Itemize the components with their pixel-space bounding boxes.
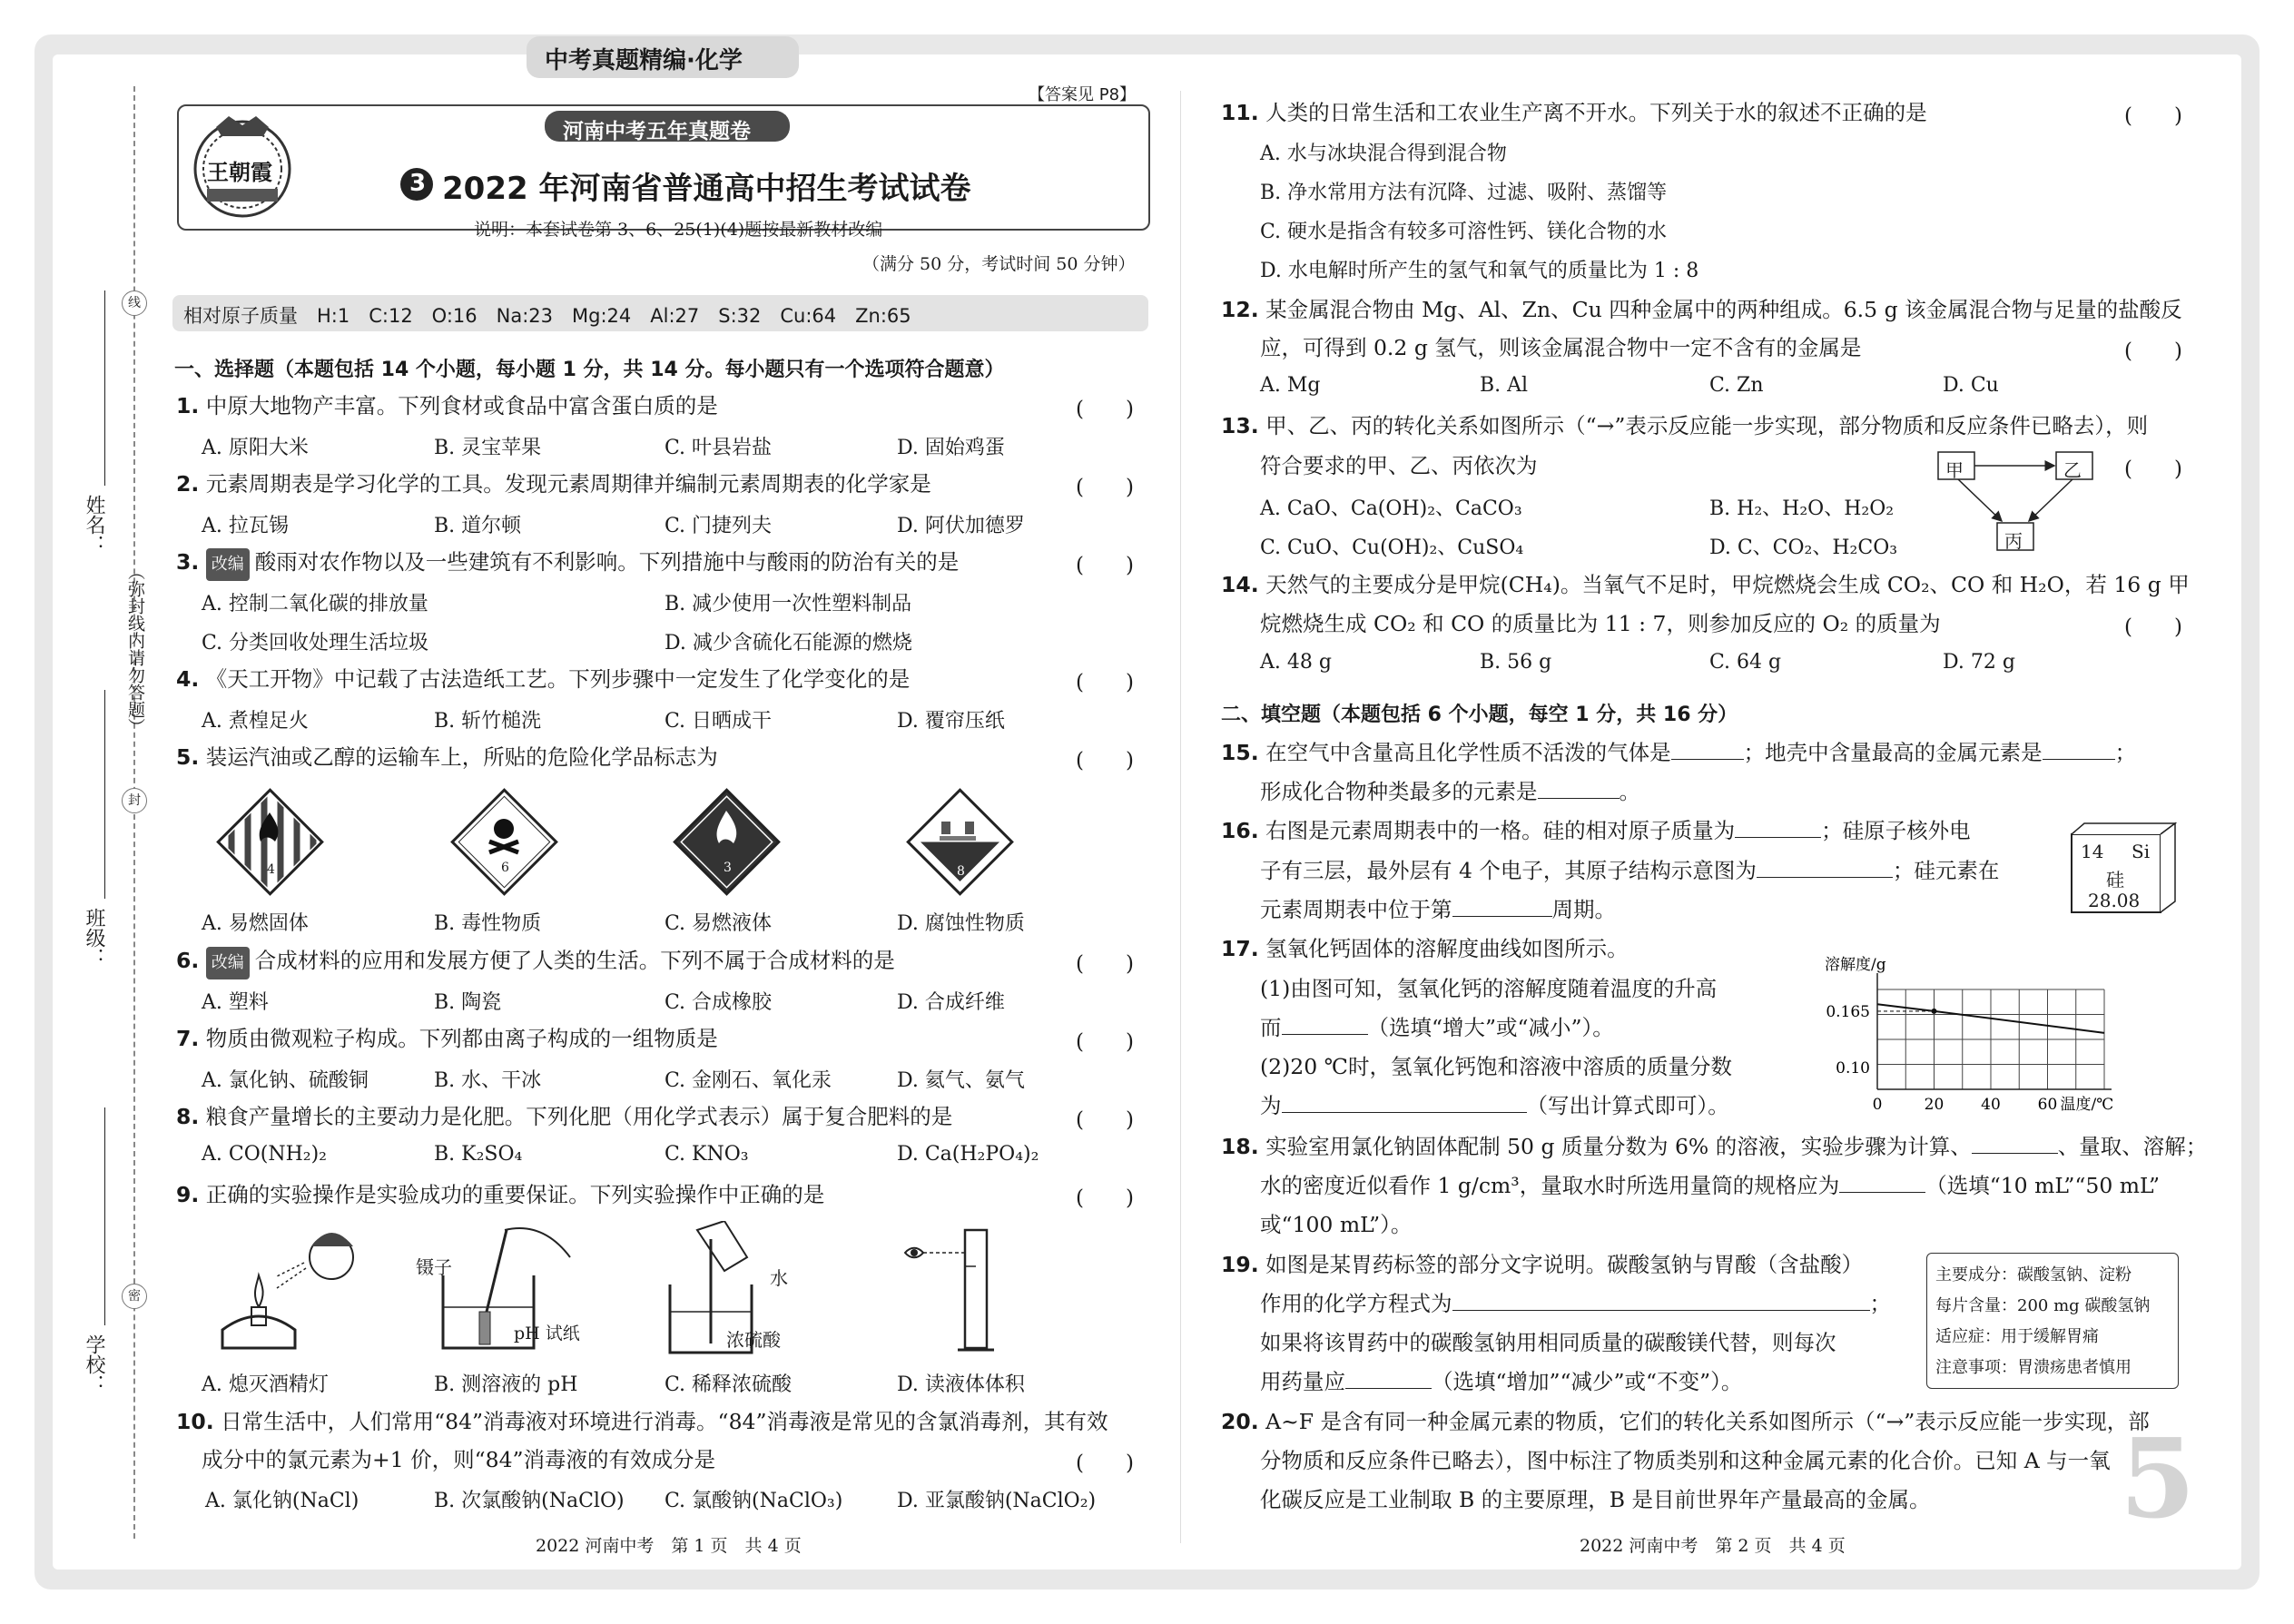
paper-title: 2022 年河南省普通高中招生考试试卷 <box>442 171 971 207</box>
q15-line1: 15. 在空气中含量高且化学性质不活泼的气体是 ；地壳中含量最高的金属元素是 ； <box>1221 740 2137 765</box>
binding-mark-xian: 线 <box>122 290 147 316</box>
label-water: 水 <box>770 1267 788 1289</box>
q16-text-1b: ；硅原子核外电 <box>1821 818 1971 843</box>
q10-stem-line1 <box>176 1406 1108 1437</box>
q11-number: 11. <box>1221 100 1259 125</box>
q14-stem-line1 <box>1221 569 2190 600</box>
q11-stem <box>1221 97 1927 128</box>
q8-number: 8. <box>176 1104 200 1129</box>
q17-part2-line2 <box>1260 1090 1729 1121</box>
q6-option-d[interactable]: D. 合成纤维 <box>897 991 1005 1014</box>
q16-text-2b: ；硅元素在 <box>1892 858 2000 883</box>
cell-atomic-number: 14 <box>2081 841 2104 862</box>
y-tick-label: 0.10 <box>1836 1059 1870 1078</box>
q9-option-a[interactable]: A. 熄灭酒精灯 <box>202 1373 329 1396</box>
q3-option-b[interactable]: B. 减少使用一次性塑料制品 <box>665 593 912 615</box>
data-point-20c <box>1932 1009 1937 1014</box>
q18-text-1b: 、量取、溶解； <box>2057 1134 2208 1159</box>
q12-number: 12. <box>1221 297 1259 322</box>
q3-option-d[interactable]: D. 减少含硫化石能源的燃烧 <box>665 632 912 655</box>
q12-text-1: 某金属混合物由 Mg、Al、Zn、Cu 四种金属中的两种组成。6.5 g 该金属混合物与足量的盐酸反 <box>1265 297 2182 322</box>
q17-part1-line2 <box>1260 1012 1614 1043</box>
q16-text-2a: 子有三层，最外层有 4 个电子，其原子结构示意图为 <box>1260 858 1757 883</box>
q5-number: 5. <box>176 744 200 770</box>
q9-option-d[interactable]: D. 读液体体积 <box>897 1373 1025 1396</box>
q6-text: 合成材料的应用和发展方便了人类的生活。下列不属于合成材料的是 <box>254 948 895 973</box>
q18-text-2a: 水的密度近似看作 1 g/cm³，量取水时所选用量筒的规格应为 <box>1260 1173 1840 1198</box>
q13-option-a[interactable]: A. CaO、Ca(OH)₂、CaCO₃ <box>1260 497 1522 520</box>
q8-option-c[interactable]: C. KNO₃ <box>665 1143 749 1166</box>
x-tick-label: 20 <box>1924 1096 1944 1114</box>
q13-option-b[interactable]: B. H₂、H₂O、H₂O₂ <box>1709 497 1895 520</box>
q2-option-d[interactable]: D. 阿伏加德罗 <box>897 515 1025 537</box>
binding-mark-feng: 封 <box>122 788 147 813</box>
q7-option-c[interactable]: C. 金刚石、氧化汞 <box>665 1069 832 1092</box>
q18-line2 <box>1260 1170 2160 1201</box>
hazard-sign-number-a: 4 <box>267 862 275 877</box>
q20-number: 20. <box>1221 1409 1259 1434</box>
q2-number: 2. <box>176 471 200 497</box>
y-tick-label: 0.165 <box>1826 1002 1870 1021</box>
q9-stem <box>176 1179 824 1210</box>
q19-line2 <box>1260 1288 1891 1319</box>
hazard-sign-number-c: 3 <box>724 861 732 875</box>
q9-text: 正确的实验操作是实验成功的重要保证。下列实验操作中正确的是 <box>205 1182 825 1207</box>
page-badge: 5 <box>2120 1415 2196 1543</box>
q18-number: 18. <box>1221 1134 1259 1159</box>
q4-stem <box>176 664 910 694</box>
q17-blank-2[interactable] <box>1282 1096 1527 1113</box>
cell-symbol: Si <box>2132 841 2151 862</box>
banner-text: 河南中考五年真题卷 <box>563 120 751 143</box>
q1-option-b[interactable]: B. 灵宝苹果 <box>434 437 542 459</box>
cell-mass: 28.08 <box>2088 890 2141 911</box>
q13-node-jia: 甲 <box>1945 459 1964 481</box>
q16-text-3b: 周期。 <box>1551 897 1616 922</box>
hazard-sign-corrosive <box>903 785 1017 899</box>
medicine-label-line-1: 主要成分：碳酸氢钠、淀粉 <box>1935 1265 2132 1284</box>
q10-text-1: 日常生活中，人们常用“84”消毒液对环境进行消毒。“84”消毒液是常见的含氯消毒剂，其有效 <box>221 1409 1108 1434</box>
q4-option-a[interactable]: A. 煮楻足火 <box>202 710 309 733</box>
q6-answer-paren[interactable]: ( ) <box>1076 952 1134 976</box>
q18-blank-1[interactable] <box>1972 1137 2058 1154</box>
q15-number: 15. <box>1221 740 1259 765</box>
q17-text: 氢氧化钙固体的溶解度曲线如图所示。 <box>1265 936 1629 961</box>
q17-text-1c: （选填“增大”或“减小”）。 <box>1367 1015 1614 1040</box>
q7-answer-paren[interactable]: ( ) <box>1076 1030 1134 1054</box>
q16-text-3a: 元素周期表中位于第 <box>1260 897 1452 922</box>
school-blank[interactable] <box>104 1107 105 1325</box>
q19-number: 19. <box>1221 1252 1259 1277</box>
page-2-footer: 2022 河南中考 第 2 页 共 4 页 <box>1580 1536 1846 1556</box>
q17-part1-line1: (1)由图可知，氢氧化钙的溶解度随着温度的升高 <box>1260 976 1718 1001</box>
q6-option-b[interactable]: B. 陶瓷 <box>434 991 502 1014</box>
q19-line4 <box>1260 1366 1742 1397</box>
q13-answer-paren[interactable]: ( ) <box>2124 458 2182 481</box>
q14-option-a[interactable]: A. 48 g <box>1260 651 1332 674</box>
q3-option-c[interactable]: C. 分类回收处理生活垃圾 <box>202 632 429 655</box>
logo-text: 王朝霞 <box>207 159 272 185</box>
q1-option-d[interactable]: D. 固始鸡蛋 <box>897 437 1005 459</box>
q12-option-a[interactable]: A. Mg <box>1260 374 1321 397</box>
q14-number: 14. <box>1221 572 1259 597</box>
q11-option-d[interactable]: D. 水电解时所产生的氢气和氧气的质量比为 1 : 8 <box>1260 260 1699 282</box>
q19-blank-2[interactable] <box>1345 1372 1432 1389</box>
q20-line3: 化碳反应是工业制取 B 的主要原理，B 是目前世界年产量最高的金属。 <box>1260 1487 1931 1512</box>
class-label: 班级： <box>83 908 105 968</box>
q16-line3 <box>1260 894 1616 925</box>
q5-option-d[interactable]: D. 腐蚀性物质 <box>897 912 1025 935</box>
q17-text-2c: （写出计算式即可）。 <box>1526 1093 1729 1118</box>
q8-option-b[interactable]: B. K₂SO₄ <box>434 1143 523 1166</box>
label-tweezers: 镊子 <box>416 1256 452 1278</box>
q11-answer-paren[interactable]: ( ) <box>2124 104 2182 128</box>
q11-option-b[interactable]: B. 净水常用方法有沉降、过滤、吸附、蒸馏等 <box>1260 182 1668 204</box>
binding-mark-mi: 密 <box>122 1284 147 1309</box>
q19-blank-1[interactable] <box>1452 1294 1870 1311</box>
x-axis-label: 温度/℃ <box>2060 1096 2114 1114</box>
x-tick-label: 60 <box>2037 1096 2058 1114</box>
q19-line3: 如果将该胃药中的碳酸氢钠用相同质量的碳酸镁代替，则每次 <box>1260 1330 1836 1355</box>
cell-name: 硅 <box>2106 869 2124 891</box>
q4-option-b[interactable]: B. 斩竹槌洗 <box>434 710 542 733</box>
q1-text: 中原大地物产丰富。下列食材或食品中富含蛋白质的是 <box>205 393 718 418</box>
q8-option-a[interactable]: A. CO(NH₂)₂ <box>202 1143 327 1166</box>
hazard-sign-flammable-solid <box>213 785 327 899</box>
q3-number: 3. <box>176 549 200 575</box>
q5-option-c[interactable]: C. 易燃液体 <box>665 912 773 935</box>
q15-blank-1[interactable] <box>1671 743 1744 760</box>
q9-answer-paren[interactable]: ( ) <box>1076 1186 1134 1210</box>
q3-option-a[interactable]: A. 控制二氧化碳的排放量 <box>202 593 428 615</box>
q12-option-d[interactable]: D. Cu <box>1943 374 1999 397</box>
q2-option-c[interactable]: C. 门捷列夫 <box>665 515 773 537</box>
q2-option-b[interactable]: B. 道尔顿 <box>434 515 522 537</box>
q16-number: 16. <box>1221 818 1259 843</box>
q12-answer-paren[interactable]: ( ) <box>2124 340 2182 363</box>
q2-stem <box>176 468 931 499</box>
q11-option-a[interactable]: A. 水与冰块混合得到混合物 <box>1260 143 1507 165</box>
column-divider <box>1180 91 1181 1543</box>
medicine-label-line-3: 适应症：用于缓解胃痛 <box>1935 1327 2099 1346</box>
hazard-sign-toxic <box>448 785 561 899</box>
q10-stem-line2: 成分中的氯元素为+1 价，则“84”消毒液的有效成分是 <box>202 1447 716 1472</box>
q5-stem <box>176 742 718 773</box>
q18-text-1a: 实验室用氯化钠固体配制 50 g 质量分数为 6% 的溶液，实验步骤为计算、 <box>1265 1134 1972 1159</box>
q7-number: 7. <box>176 1026 200 1051</box>
q6-adapted-tag: 改编 <box>206 947 250 979</box>
class-blank[interactable] <box>104 690 105 899</box>
q16-blank-2[interactable] <box>1757 861 1893 878</box>
q4-answer-paren[interactable]: ( ) <box>1076 671 1134 694</box>
q2-answer-paren[interactable]: ( ) <box>1076 476 1134 499</box>
q14-text-1: 天然气的主要成分是甲烷(CH₄)。当氧气不足时，甲烷燃烧会生成 CO₂、CO 和 H₂O，若 16 g 甲 <box>1265 572 2190 597</box>
q3-text: 酸雨对农作物以及一些建筑有不利影响。下列措施中与酸雨的防治有关的是 <box>254 549 960 575</box>
hazard-sign-number-b: 6 <box>501 861 509 875</box>
q14-option-c[interactable]: C. 64 g <box>1709 651 1782 674</box>
q10-option-c[interactable]: C. 氯酸钠(NaClO₃) <box>665 1490 843 1512</box>
q17-number: 17. <box>1221 936 1259 961</box>
q6-stem <box>176 945 895 979</box>
score-time: （满分 50 分，考试时间 50 分钟） <box>862 254 1136 274</box>
q8-text: 粮食产量增长的主要动力是化肥。下列化肥（用化学式表示）属于复合肥料的是 <box>205 1104 953 1129</box>
school-label: 学校： <box>83 1334 105 1394</box>
q5-option-b[interactable]: B. 毒性物质 <box>434 912 542 935</box>
q17-part2-line1: (2)20 ℃时，氢氧化钙饱和溶液中溶质的质量分数 <box>1260 1054 1732 1079</box>
answer-ref: 【答案见 P8】 <box>1029 85 1137 104</box>
q14-answer-paren[interactable]: ( ) <box>2124 615 2182 639</box>
q1-option-c[interactable]: C. 叶县岩盐 <box>665 437 773 459</box>
q15-blank-2[interactable] <box>2043 743 2115 760</box>
q7-option-a[interactable]: A. 氯化钠、硫酸铜 <box>202 1069 369 1092</box>
q13-node-yi: 乙 <box>2063 459 2082 481</box>
q13-option-c[interactable]: C. CuO、Cu(OH)₂、CuSO₄ <box>1260 536 1524 559</box>
q19-text-1: 如图是某胃药标签的部分文字说明。碳酸氢钠与胃酸（含盐酸） <box>1265 1252 1864 1277</box>
paper-note: 说明：本套试卷第 3、6、25(1)(4)题按最新教材改编 <box>474 220 883 240</box>
name-label: 姓名： <box>83 495 105 555</box>
q7-stem <box>176 1023 718 1054</box>
lab-figure-read-volume <box>894 1221 1030 1357</box>
lab-figure-alcohol-lamp <box>204 1221 368 1357</box>
q7-text: 物质由微观粒子构成。下列都由离子构成的一组物质是 <box>205 1026 718 1051</box>
paper-number: 3 <box>409 170 427 197</box>
q19-line1 <box>1221 1249 1863 1280</box>
q17-stem <box>1221 933 1629 964</box>
q13-node-bing: 丙 <box>2004 530 2023 552</box>
q8-answer-paren[interactable]: ( ) <box>1076 1108 1134 1132</box>
q10-number: 10. <box>176 1409 214 1434</box>
q9-number: 9. <box>176 1182 200 1207</box>
q7-option-d[interactable]: D. 氦气、氨气 <box>897 1069 1025 1092</box>
label-ph-paper: pH 试纸 <box>514 1324 580 1343</box>
q8-option-d[interactable]: D. Ca(H₂PO₄)₂ <box>897 1143 1039 1166</box>
q9-option-b[interactable]: B. 测溶液的 pH <box>434 1373 578 1396</box>
exam-sheet <box>53 54 2241 1570</box>
q4-number: 4. <box>176 666 200 692</box>
q13-number: 13. <box>1221 413 1259 438</box>
q16-text-1a: 右图是元素周期表中的一格。硅的相对原子质量为 <box>1265 818 1736 843</box>
q3-answer-paren[interactable]: ( ) <box>1076 554 1134 577</box>
q15-line2: 形成化合物种类最多的元素是 。 <box>1260 779 1640 804</box>
q14-stem-line2: 烷燃烧生成 CO₂ 和 CO 的质量比为 11 : 7，则参加反应的 O₂ 的质量为 <box>1260 611 1941 636</box>
q13-option-d[interactable]: D. C、CO₂、H₂CO₃ <box>1709 536 1898 559</box>
q1-option-a[interactable]: A. 原阳大米 <box>202 437 309 459</box>
q14-option-b[interactable]: B. 56 g <box>1480 651 1552 674</box>
atomic-masses: 相对原子质量 H:1 C:12 O:16 Na:23 Mg:24 Al:27 S:32 Cu:64 Zn:65 <box>183 305 911 327</box>
q11-text: 人类的日常生活和工农业生产离不开水。下列关于水的叙述不正确的是 <box>1265 100 1927 125</box>
q19-text-2a: 作用的化学方程式为 <box>1260 1291 1452 1316</box>
hazard-sign-flammable-liquid <box>670 785 783 899</box>
page-1-footer: 2022 河南中考 第 1 页 共 4 页 <box>536 1536 802 1556</box>
medicine-label-line-2: 每片含量：200 mg 碳酸氢钠 <box>1935 1296 2151 1315</box>
q10-option-d[interactable]: D. 亚氯酸钠(NaClO₂) <box>897 1490 1097 1512</box>
q6-number: 6. <box>176 948 200 973</box>
q10-answer-paren[interactable]: ( ) <box>1076 1452 1134 1475</box>
q10-option-b[interactable]: B. 次氯酸钠(NaClO) <box>434 1490 625 1512</box>
series-title: 中考真题精编·化学 <box>545 47 743 74</box>
q15-text-2: 形成化合物种类最多的元素是 <box>1260 779 1538 804</box>
q2-text: 元素周期表是学习化学的工具。发现元素周期律并编制元素周期表的化学家是 <box>205 471 931 497</box>
q1-stem <box>176 390 718 421</box>
x-tick-label: 40 <box>1981 1096 2001 1114</box>
q20-line2: 分物质和反应条件已略去），图中标注了物质类别和这种金属元素的化合价。已知 A 与一氧 <box>1260 1448 2111 1473</box>
q4-option-d[interactable]: D. 覆帘压纸 <box>897 710 1005 733</box>
q9-option-c[interactable]: C. 稀释浓硫酸 <box>665 1373 793 1396</box>
q1-number: 1. <box>176 393 200 418</box>
q5-option-a[interactable]: A. 易燃固体 <box>202 912 309 935</box>
q15-text-1a: 在空气中含量高且化学性质不活泼的气体是 <box>1265 740 1671 765</box>
q19-text-4b: （选填“增加”“减少”或“不变”）。 <box>1432 1369 1743 1394</box>
medicine-label-line-4: 注意事项：胃溃疡患者慎用 <box>1935 1358 2132 1377</box>
q15-text-1b: ；地壳中含量最高的金属元素是 <box>1743 740 2043 765</box>
q5-answer-paren[interactable]: ( ) <box>1076 749 1134 773</box>
q10-option-a[interactable]: A. 氯化钠(NaCl) <box>205 1490 359 1512</box>
q13-stem-line2: 符合要求的甲、乙、丙依次为 <box>1260 453 1538 478</box>
q20-text-1: A~F 是含有同一种金属元素的物质，它们的转化关系如图所示（“→”表示反应能一步实现，部 <box>1265 1409 2150 1434</box>
name-blank[interactable] <box>104 290 105 486</box>
q16-line1 <box>1221 815 1971 846</box>
q12-option-c[interactable]: C. Zn <box>1709 374 1764 397</box>
q12-stem-line2: 应，可得到 0.2 g 氢气，则该金属混合物中一定不含有的金属是 <box>1260 335 1862 360</box>
q16-blank-1[interactable] <box>1735 821 1821 838</box>
hazard-sign-number-d: 8 <box>957 864 965 879</box>
q19-text-4a: 用药量应 <box>1260 1369 1345 1394</box>
q6-option-a[interactable]: A. 塑料 <box>202 991 269 1014</box>
q12-stem-line1 <box>1221 294 2182 325</box>
q8-stem <box>176 1101 952 1132</box>
section-1-heading: 一、选择题（本题包括 14 个小题，每小题 1 分，共 14 分。每小题只有一个选项符合题意） <box>174 359 1005 381</box>
q3-stem <box>176 546 959 581</box>
q3-adapted-tag: 改编 <box>206 548 250 581</box>
q1-answer-paren[interactable]: ( ) <box>1076 398 1134 421</box>
q4-option-c[interactable]: C. 日晒成干 <box>665 710 773 733</box>
solubility-chart <box>1816 953 2142 1117</box>
q5-text: 装运汽油或乙醇的运输车上，所贴的危险化学品标志为 <box>205 744 718 770</box>
q18-text-2b: （选填“10 mL”“50 mL” <box>1925 1173 2161 1198</box>
q15-blank-3[interactable] <box>1538 782 1620 799</box>
q6-option-c[interactable]: C. 合成橡胶 <box>665 991 773 1014</box>
q2-option-a[interactable]: A. 拉瓦锡 <box>202 515 289 537</box>
q13-text-1: 甲、乙、丙的转化关系如图所示（“→”表示反应能一步实现，部分物质和反应条件已略去），则 <box>1265 413 2149 438</box>
q17-text-2b: 为 <box>1260 1093 1282 1118</box>
q12-option-b[interactable]: B. Al <box>1480 374 1529 397</box>
x-tick-label: 0 <box>1872 1096 1883 1114</box>
q4-text: 《天工开物》中记载了古法造纸工艺。下列步骤中一定发生了化学变化的是 <box>205 666 911 692</box>
q11-option-c[interactable]: C. 硬水是指含有较多可溶性钙、镁化合物的水 <box>1260 221 1668 243</box>
binding-warning: （弥封线内请勿答题） <box>125 563 145 735</box>
section-2-heading: 二、填空题（本题包括 6 个小题，每空 1 分，共 16 分） <box>1221 704 1738 726</box>
q18-blank-2[interactable] <box>1839 1176 1925 1193</box>
q14-option-d[interactable]: D. 72 g <box>1943 651 2015 674</box>
q13-stem-line1 <box>1221 410 2148 441</box>
label-conc-acid: 浓硫酸 <box>726 1329 781 1351</box>
q17-blank-1[interactable] <box>1282 1018 1368 1035</box>
q16-line2 <box>1260 855 1999 886</box>
q17-text-1b: 而 <box>1260 1015 1282 1040</box>
q18-line1 <box>1221 1131 2207 1162</box>
q7-option-b[interactable]: B. 水、干冰 <box>434 1069 542 1092</box>
q18-line3: 或“100 mL”）。 <box>1260 1212 1413 1237</box>
q16-blank-3[interactable] <box>1452 900 1552 917</box>
q20-line1 <box>1221 1406 2150 1437</box>
y-axis-label: 溶解度/g <box>1825 956 1886 974</box>
q19-text-2b: ； <box>1869 1291 1891 1316</box>
